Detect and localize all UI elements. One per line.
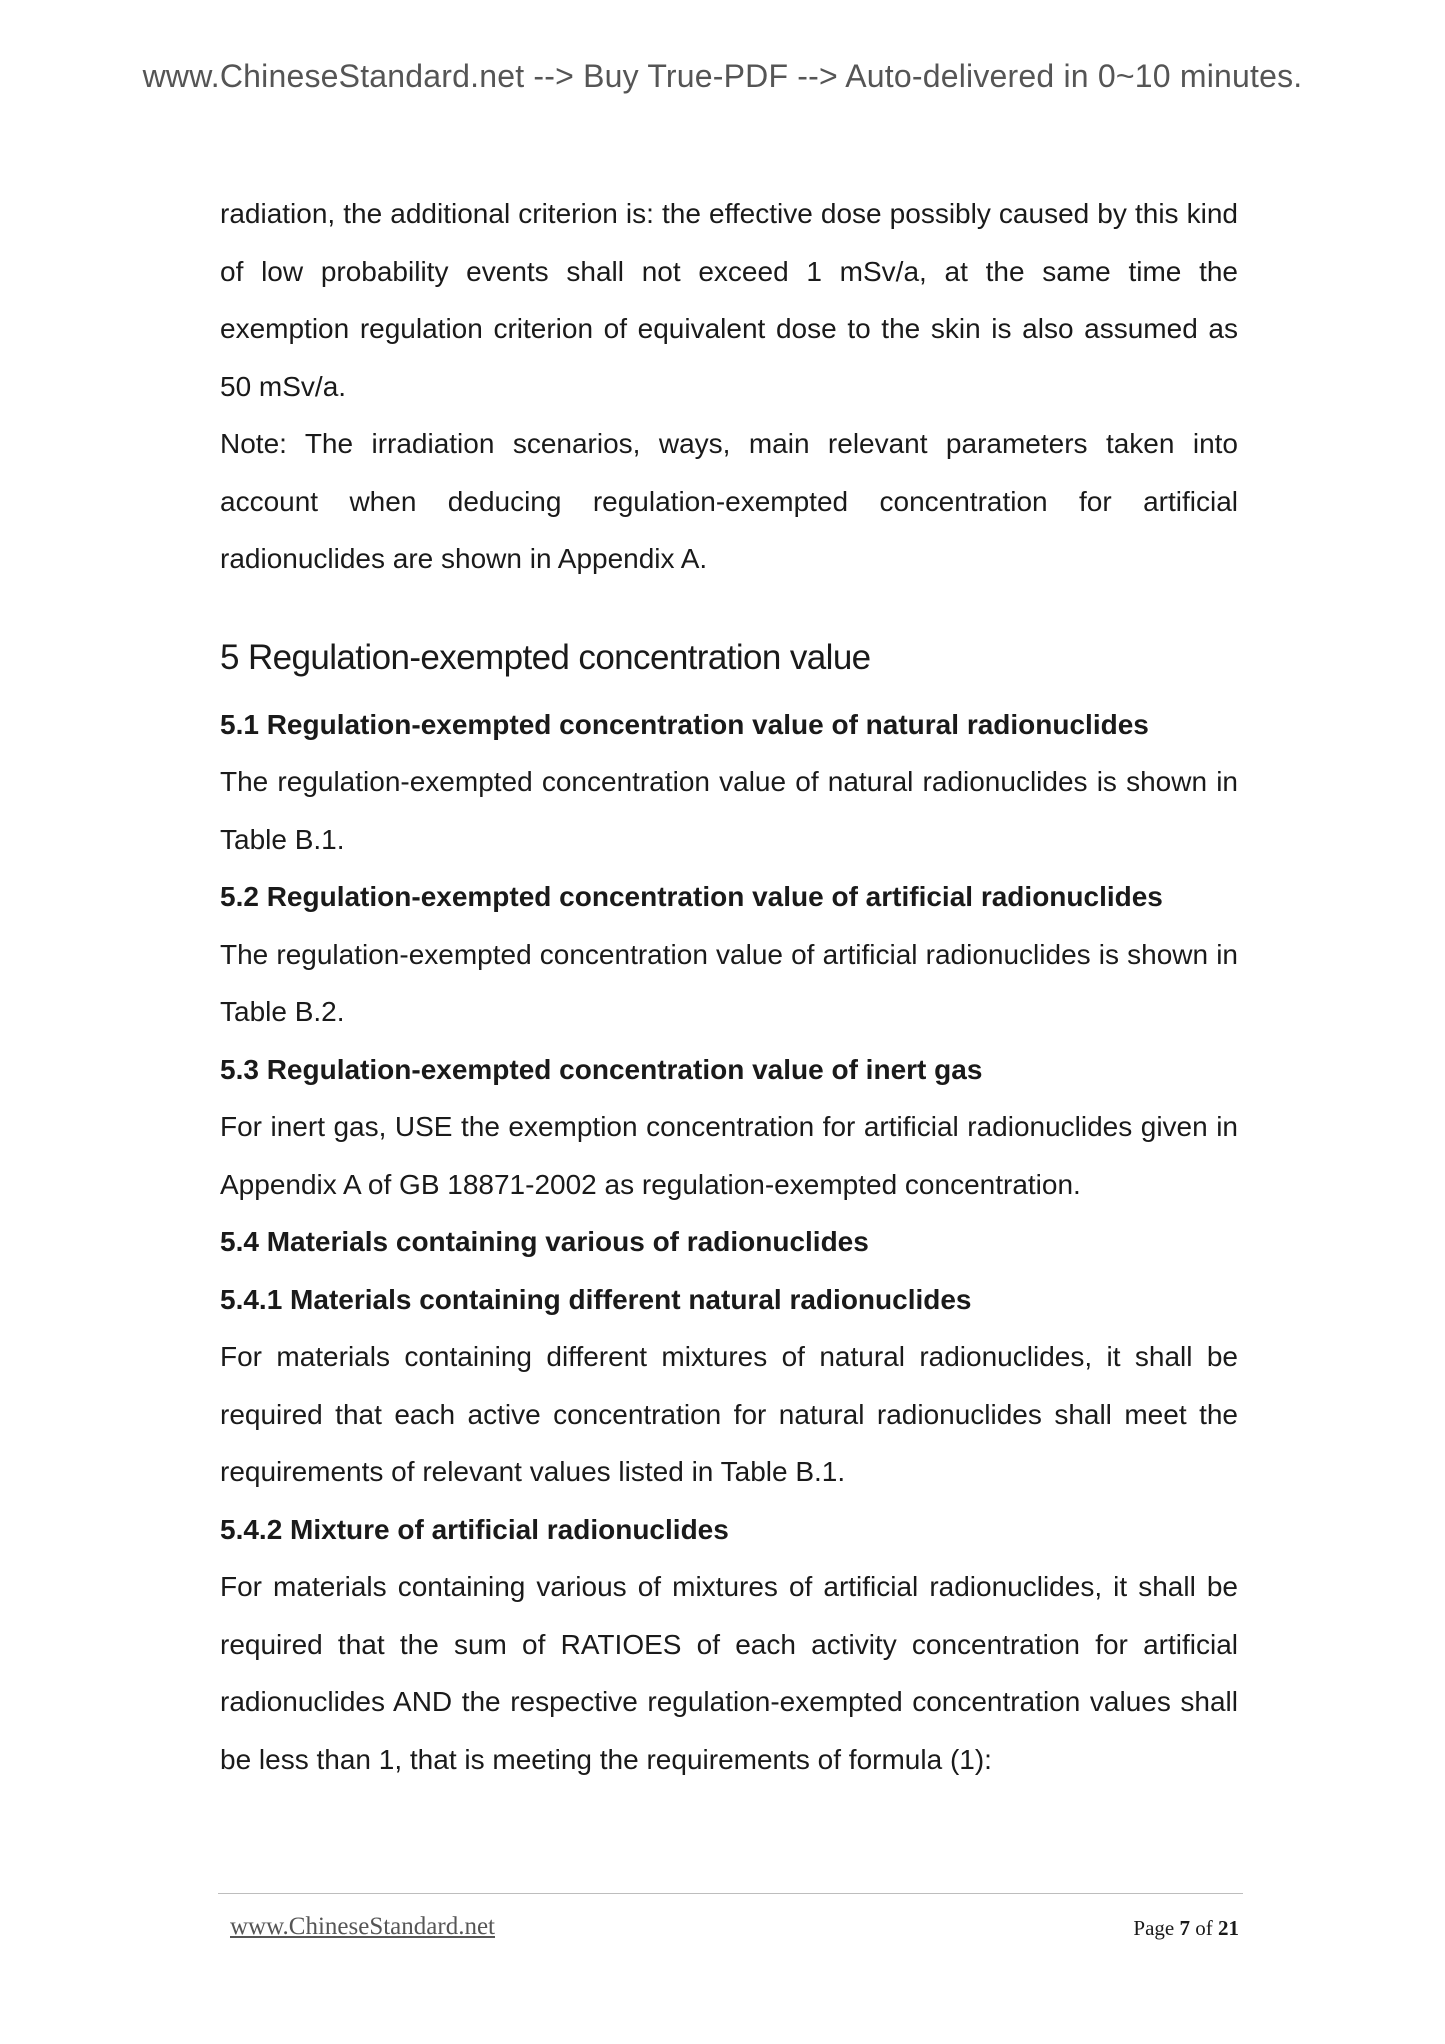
note-paragraph: Note: The irradiation scenarios, ways, main relevant parameters taken into account when deducing regulation-exempted concentration for artificial radionuclides are shown in Appendix A. (220, 428, 1238, 574)
section-5-2-text: The regulation-exempted concentration value of artificial radionuclides is shown in Table B.2. (220, 938, 1238, 1027)
footer-site-link[interactable]: www.ChineseStandard.net (230, 1913, 495, 1940)
section-5-heading: 5 Regulation-exempted concentration value (220, 637, 871, 677)
section-5-4-heading: 5.4 Materials containing various of radionuclides (220, 1226, 869, 1257)
section-5-2-heading: 5.2 Regulation-exempted concentration value of artificial radionuclides (220, 881, 1163, 912)
section-5-4-1-text: For materials containing different mixtures of natural radionuclides, it shall be required that each active concentration for natural radionuclides shall meet the requirements of relevant values listed in Table B.1. (220, 1341, 1238, 1487)
page-word: Page (1133, 1916, 1175, 1940)
of-word: of (1195, 1916, 1213, 1940)
section-5-1-text: The regulation-exempted concentration value of natural radionuclides is shown in Table B.1. (220, 766, 1238, 855)
section-5-4-2-heading: 5.4.2 Mixture of artificial radionuclides (220, 1513, 729, 1545)
section-5-3-text: For inert gas, USE the exemption concentration for artificial radionuclides given in Appendix A of GB 18871-2002 as regulation-exempted concentration. (220, 1111, 1238, 1200)
footer-divider (218, 1893, 1243, 1894)
total-pages: 21 (1218, 1916, 1239, 1940)
section-5-3-heading: 5.3 Regulation-exempted concentration value of inert gas (220, 1053, 983, 1085)
section-5-4-2-text: For materials containing various of mixtures of artificial radionuclides, it shall be required that the sum of RATIOES of each activity concentration for artificial radionuclides AND the respective regulation-exempted concentration values shall be less than 1, that is meeting the requirements of formula (1): (220, 1571, 1238, 1775)
section-5-4-1-heading: 5.4.1 Materials containing different natural radionuclides (220, 1283, 972, 1315)
page-indicator (1133, 1916, 1239, 1941)
section-5-1-heading: 5.1 Regulation-exempted concentration value of natural radionuclides (220, 708, 1149, 740)
page-number: 7 (1179, 1916, 1190, 1940)
page-content (220, 185, 1238, 1788)
paragraph-intro: radiation, the additional criterion is: the effective dose possibly caused by this kind of low probability events shall not exceed 1 mSv/a, at the same time the exemption regulation criterion of equivalent dose to the skin is also assumed as 50 mSv/a. (220, 198, 1238, 402)
header-banner[interactable]: www.ChineseStandard.net --> Buy True-PDF --> Auto-delivered in 0~10 minutes. (142, 58, 1303, 94)
